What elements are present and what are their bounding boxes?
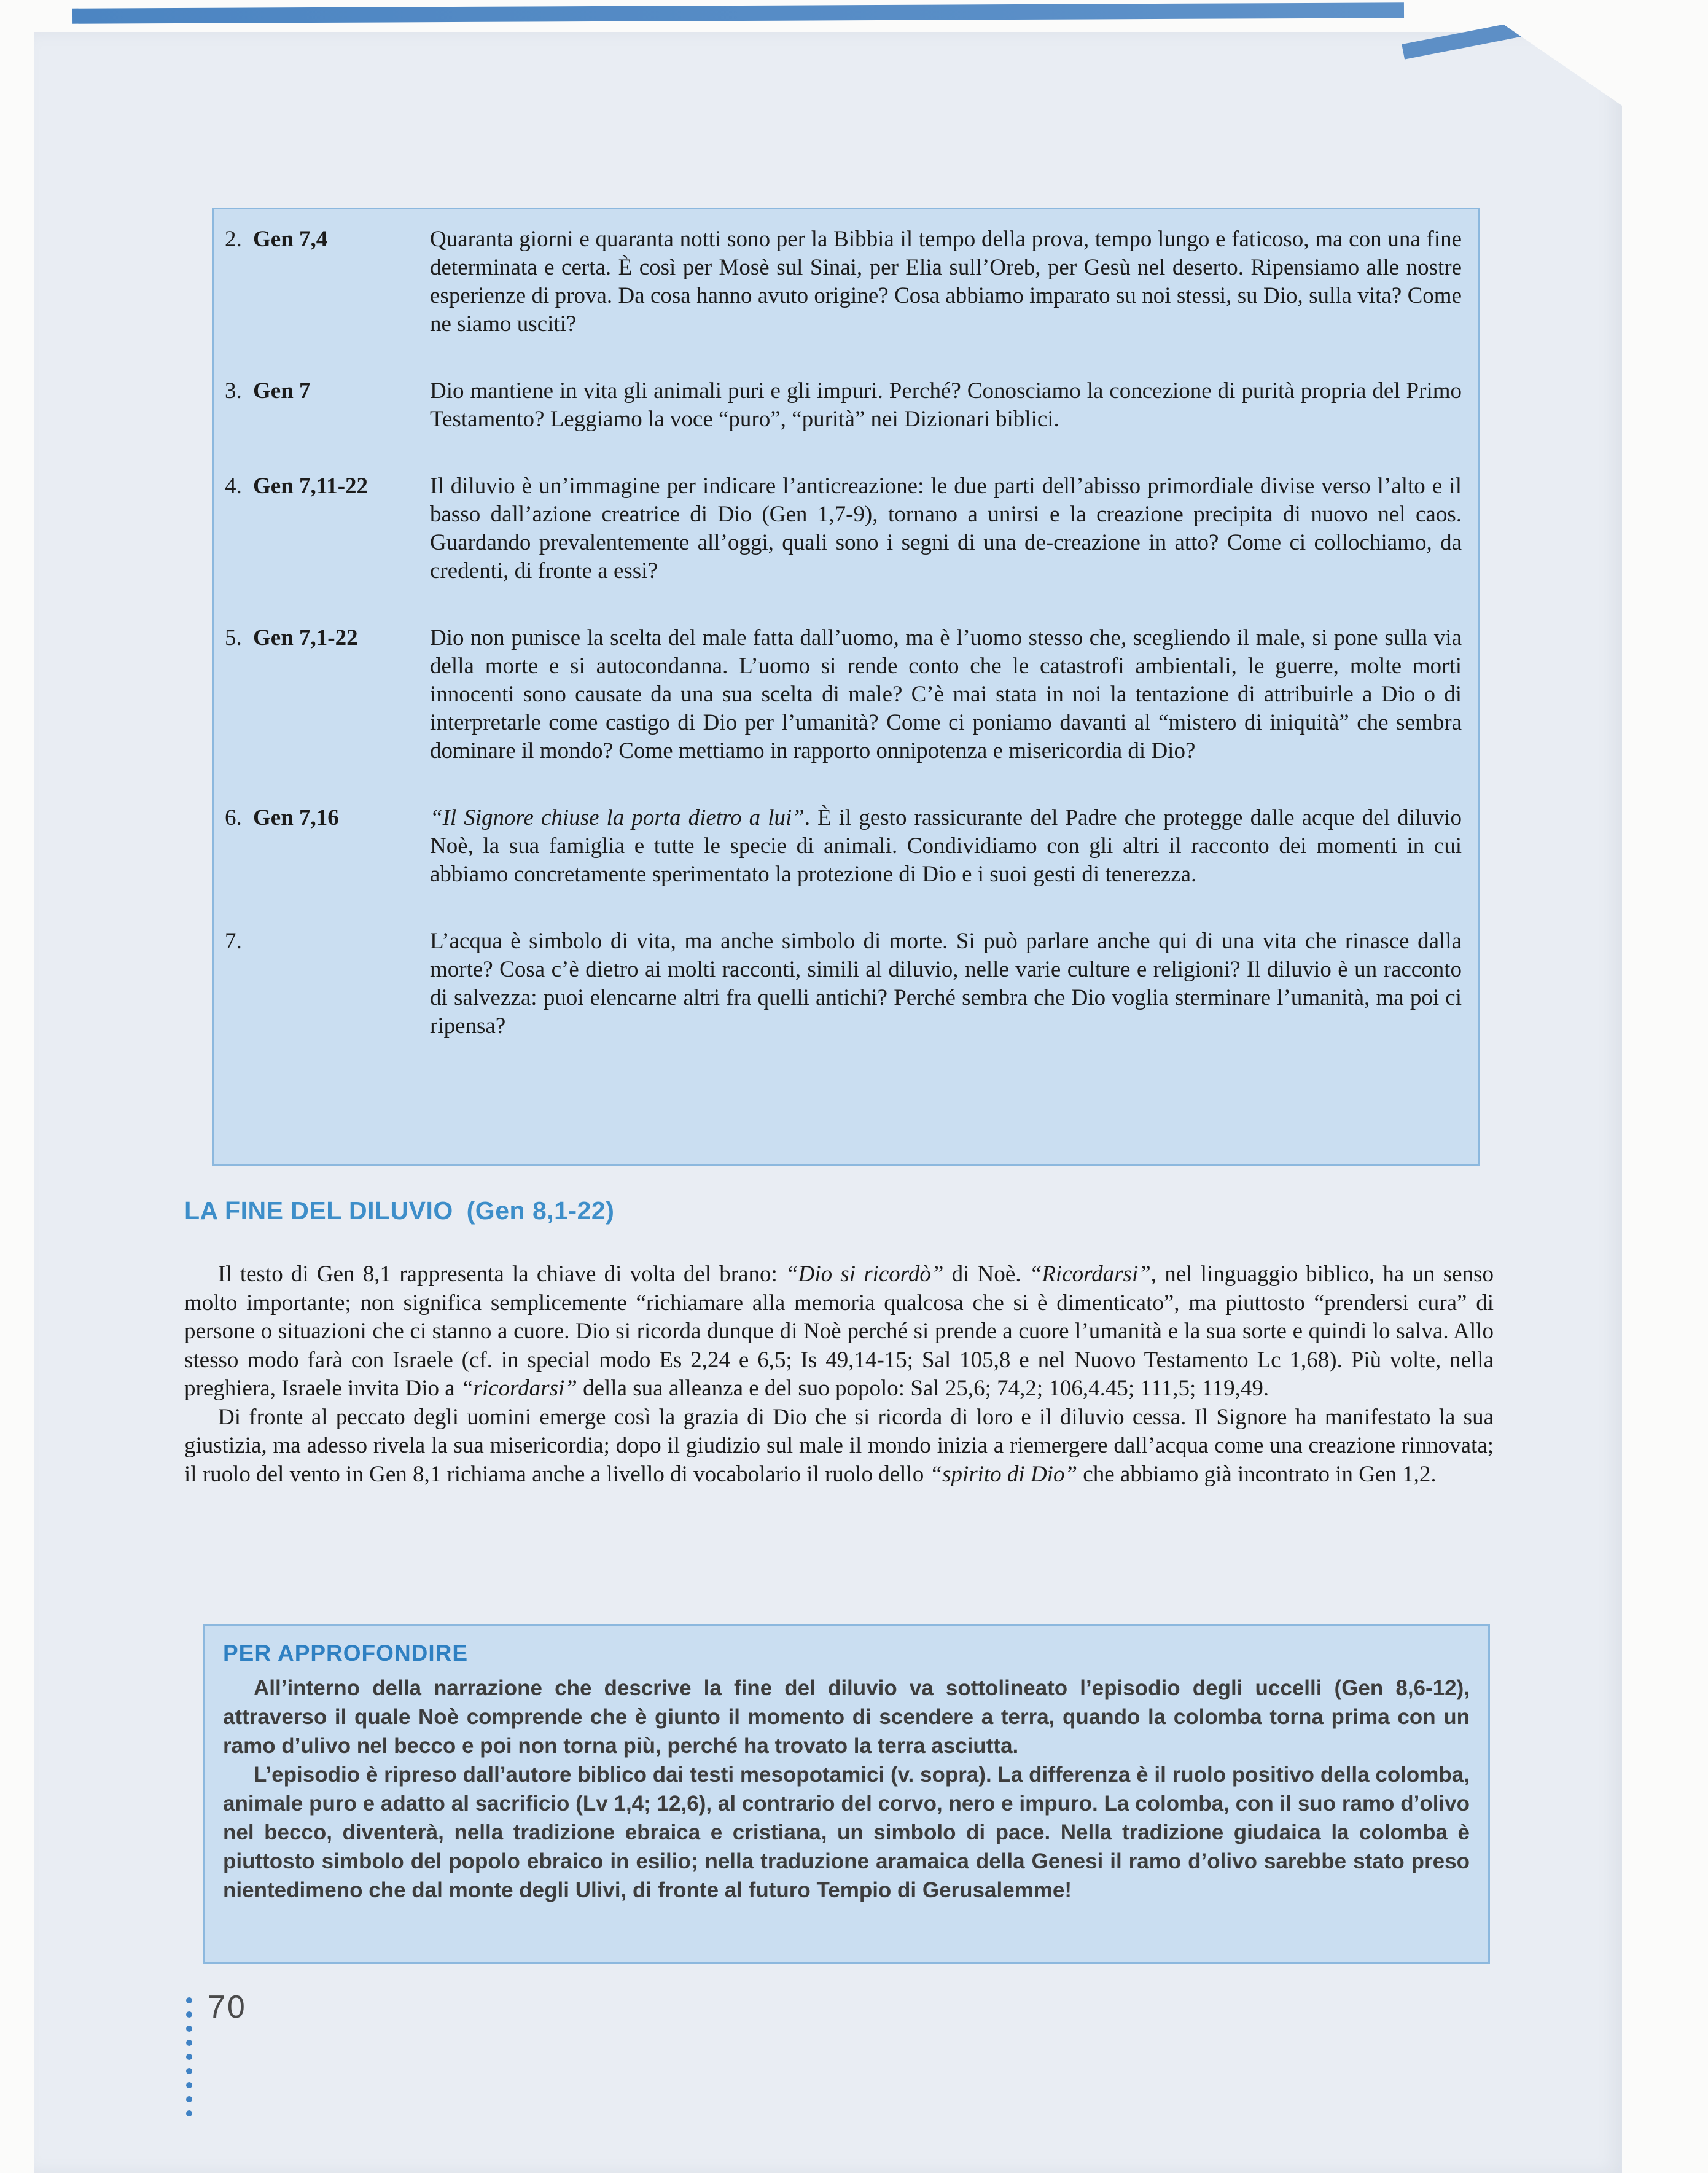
dot-icon (186, 2068, 192, 2074)
dot-icon (186, 1997, 192, 2003)
dot-icon (186, 2096, 192, 2102)
question-reference: Gen 7,16 (253, 805, 339, 830)
section-bible-reference: (Gen 8,1-22) (466, 1196, 615, 1225)
question-item (222, 377, 1462, 434)
dot-icon (186, 2040, 192, 2046)
question-number: 7. (225, 929, 242, 954)
question-item (222, 804, 1462, 889)
question-number: 4. (225, 474, 242, 499)
body-paragraph: Il testo di Gen 8,1 rappresenta la chiave di volta del brano: “Dio si ricordò” di Noè. “Ricordarsi”, nel linguaggio biblico, ha un senso molto importante; non significa semplicemente “richiamare alla memoria qualcosa che si è dimenticato”, ma piuttosto “prendersi cura” di persone o situazioni che ci stanno a cuore. Dio si ricorda dunque di Noè perché si prende a cuore l’umanità e la sua sorte e quindi lo salva. Allo stesso modo farà con Israele (cf. in special modo Es 2,24 e 6,5; Is 49,14-15; Sal 105,8 e nel Nuovo Testamento Lc 1,68). Più volte, nella preghiera, Israele invita Dio a “ricordarsi” della sua alleanza e del suo popolo: Sal 25,6; 74,2; 106,4.45; 111,5; 119,49. (184, 1262, 1494, 1401)
question-text: L’acqua è simbolo di vita, ma anche simbolo di morte. Si può parlare anche qui di una vita che rinasce dalla morte? Cosa c’è dietro ai molti racconti, simili al diluvio, nelle varie culture e religioni? Il diluvio è un racconto di salvezza: puoi elencarne altri fra quelli antichi? Perché sembra che Dio voglia sterminare l’umanità, ma poi ci ripensa? (430, 929, 1462, 1039)
question-item (222, 472, 1462, 585)
body-paragraph: Di fronte al peccato degli uomini emerge così la grazia di Dio che si ricorda di loro e il diluvio cessa. Il Signore ha manifestato la sua giustizia, ma adesso rivela la sua misericordia; dopo il giudizio sul male il mondo inizia a riemergere dall’acqua come una creazione rinnovata; il ruolo del vento in Gen 8,1 richiama anche a livello di vocabolario il ruolo dello “spirito di Dio” che abbiamo già incontrato in Gen 1,2. (184, 1404, 1494, 1487)
question-item (222, 225, 1462, 338)
question-text: Quaranta giorni e quaranta notti sono per la Bibbia il tempo della prova, tempo lungo e faticoso, ma con una fine determinata e certa. È così per Mosè sul Sinai, per Elia sull’Oreb, per Gesù nel deserto. Ripensiamo alle nostre esperienze di prova. Da cosa hanno avuto origine? Cosa abbiamo imparato su noi stessi, su Dio, sulla vita? Come ne siamo usciti? (430, 227, 1462, 337)
question-text: Dio mantiene in vita gli animali puri e gli impuri. Perché? Conosciamo la concezione di purità propria del Primo Testamento? Leggiamo la voce “puro”, “purità” nei Dizionari biblici. (430, 378, 1462, 432)
question-reference: Gen 7,4 (253, 227, 328, 252)
question-text: “Il Signore chiuse la porta dietro a lui”. È il gesto rassicurante del Padre che protegge dalle acque del diluvio Noè, la sua famiglia e tutte le specie di animali. Condividiamo con gli altri il racconto dei momenti in cui abbiamo concretamente sperimentato la protezione di Dio e i suoi gesti di tenerezza. (430, 805, 1462, 887)
question-reference (253, 927, 430, 1040)
question-number: 5. (225, 625, 242, 650)
dot-icon (186, 2026, 192, 2032)
decorative-dots (186, 1997, 192, 2116)
question-reference: Gen 7,11-22 (253, 474, 369, 499)
box-title: PER APPROFONDIRE (223, 1640, 469, 1666)
section-title: LA FINE DEL DILUVIO (184, 1196, 453, 1225)
question-item (222, 927, 1462, 1040)
box-paragraph: All’interno della narrazione che descrive la fine del diluvio va sottolineato l’episodio degli uccelli (Gen 8,6-12), attraverso il quale Noè comprende che è giunto il momento di scendere a terra, quando la colomba torna prima con un ramo d’ulivo nel becco e poi non torna più, perché ha trovato la terra asciutta. (223, 1676, 1470, 1758)
question-number: 6. (225, 805, 242, 830)
question-text: Il diluvio è un’immagine per indicare l’anticreazione: le due parti dell’abisso primordiale divise verso l’alto e il basso dall’azione creatrice di Dio (Gen 1,7-9), tornano a unirsi e la creazione precipita di nuovo nel caos. Guardando prevalentemente all’oggi, quali sono i segni di una de-creazione in atto? Come ci collochiamo, da credenti, di fronte a essi? (430, 474, 1462, 583)
question-number: 3. (225, 378, 242, 404)
question-item (222, 624, 1462, 765)
question-reference: Gen 7,1-22 (253, 625, 358, 650)
section-heading (184, 1196, 614, 1225)
page-number: 70 (208, 1989, 247, 2025)
dot-icon (186, 2082, 192, 2088)
questions-box (212, 208, 1480, 1166)
box-paragraph: L’episodio è ripreso dall’autore biblico dai testi mesopotamici (v. sopra). La differenza è il ruolo positivo della colomba, animale puro e adatto al sacrificio (Lv 1,4; 12,6), al contrario del corvo, nero e impuro. La colomba, con il suo ramo d’olivo nel becco, diventerà, nella tradizione ebraica e cristiana, un simbolo di pace. Nella tradizione giudaica la colomba è piuttosto simbolo del popolo ebraico in esilio; nella traduzione aramaica della Genesi il ramo d’olivo sarebbe stato preso nientedimeno che dal monte degli Ulivi, di fronte al futuro Tempio di Gerusalemme! (223, 1763, 1470, 1902)
dot-icon (186, 2011, 192, 2018)
question-text: Dio non punisce la scelta del male fatta dall’uomo, ma è l’uomo stesso che, scegliendo il male, si pone sulla via della morte e si autocondanna. L’uomo si rende conto che le catastrofi ambientali, le guerre, molte morti innocenti sono causate da una sua scelta di male? C’è mai stata in noi la tentazione di attribuirle a Dio o di interpretarle come castigo di Dio per l’umanità? Come ci poniamo davanti al “mistero di iniquità” che sembra dominare il mondo? Come mettiamo in rapporto onnipotenza e misericordia di Dio? (430, 625, 1462, 763)
per-approfondire-box (203, 1624, 1490, 1964)
dot-icon (186, 2110, 192, 2116)
question-number: 2. (225, 227, 242, 252)
question-reference: Gen 7 (253, 378, 311, 404)
section-body (184, 1260, 1494, 1489)
page-edge-blue-strip (72, 2, 1404, 23)
dot-icon (186, 2054, 192, 2060)
